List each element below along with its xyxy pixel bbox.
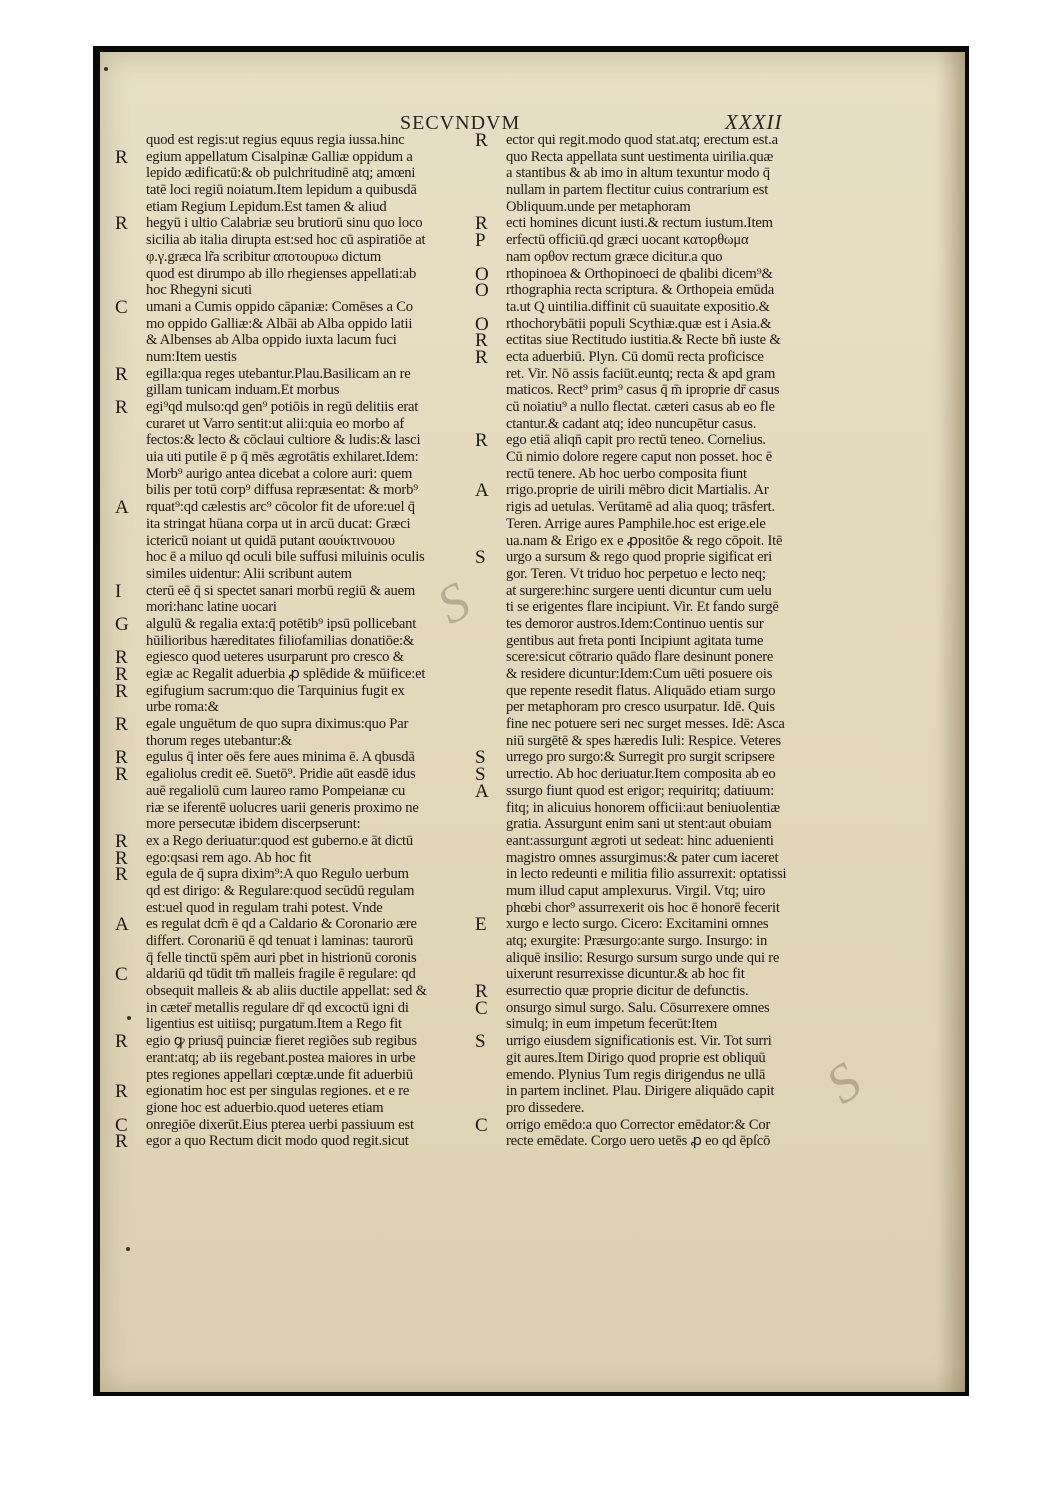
left-text-line bbox=[115, 213, 480, 235]
guide-letter: C bbox=[115, 1114, 128, 1136]
right-text-line bbox=[475, 1067, 875, 1084]
guide-letter: I bbox=[115, 580, 122, 602]
left-text-line bbox=[115, 613, 480, 635]
guide-letter: R bbox=[115, 830, 128, 852]
line-text: scere:sicut cōtrario quādo flare desinunt ponere bbox=[506, 649, 774, 666]
line-text: git aures.Item Dirigo quod proprie est obliquū bbox=[506, 1049, 766, 1066]
guide-letter: R bbox=[115, 764, 128, 786]
left-text-line bbox=[115, 864, 480, 886]
line-text: urrigo eiusdem significationis est. Vir. Tot surri bbox=[506, 1033, 772, 1050]
left-text-line bbox=[115, 249, 480, 266]
line-text: egilla:qua reges utebantur.Plau.Basilicam an re bbox=[146, 365, 411, 382]
guide-letter: A bbox=[115, 914, 129, 936]
left-column bbox=[115, 132, 480, 1153]
left-text-line bbox=[115, 580, 480, 602]
right-text-line bbox=[475, 382, 875, 399]
line-text: q̄ felle tinctū spēm auri pbet in histrionū coronis bbox=[146, 949, 417, 966]
right-text-line bbox=[475, 633, 875, 650]
left-text-line bbox=[115, 282, 480, 299]
line-text: urrego pro surgo:& Surregit pro surgit scripsere bbox=[506, 749, 775, 766]
right-text-line bbox=[475, 583, 875, 600]
line-text: ssurgo fiunt quod est erigor; requiritq; datiuum: bbox=[506, 782, 774, 799]
right-text-line bbox=[475, 699, 875, 716]
left-text-line bbox=[115, 182, 480, 199]
line-text: algulū & regalia exta:q̄ potētib⁹ ipsū pollicebant bbox=[146, 615, 417, 632]
line-text: qd est dirigo: & Regulare:quod secūdū regulam bbox=[146, 882, 415, 899]
line-text: more persecutæ ibidem discerpserunt: bbox=[146, 816, 361, 833]
line-text: egiæ ac Regalit aduerbia ꝓ splēdide & mūifice:et bbox=[146, 666, 426, 682]
line-text: quo Recta appellata sunt uestimenta uirilia.quæ bbox=[506, 148, 773, 165]
right-text-line bbox=[475, 449, 875, 466]
line-text: est:uel quod in regulam trahi potest. Vnde bbox=[146, 899, 383, 916]
line-text: urrectio. Ab hoc deriuatur.Item composita ab eo bbox=[506, 766, 776, 783]
line-text: recte emēdate. Corgo uero uetēs ꝓ eo qd ēpſcō bbox=[506, 1133, 771, 1150]
line-text: atq; exurgite: Præsurgo:ante surgo. Insurgo: in bbox=[506, 933, 768, 949]
left-text-line bbox=[115, 633, 480, 650]
right-text-line bbox=[475, 900, 875, 917]
right-text-line bbox=[475, 213, 875, 235]
line-text: Morb⁹ aurigo antea dicebat a colore auri: quem bbox=[146, 465, 413, 482]
line-text: umani a Cumis oppido cāpaniæ: Comēses a Co bbox=[146, 298, 413, 315]
left-text-line bbox=[115, 432, 480, 449]
left-text-line bbox=[115, 666, 480, 683]
line-text: egium appellatum Cisalpinæ Galliæ oppidum a bbox=[146, 148, 413, 165]
left-text-line bbox=[115, 146, 480, 168]
line-text: nam ορθον rectum græce dicitur.a quo bbox=[506, 248, 723, 265]
line-text: ector qui regit.modo quod stat.atq; erectum est.a bbox=[506, 132, 778, 148]
right-text-line bbox=[475, 997, 875, 1019]
right-text-line bbox=[475, 716, 875, 733]
left-text-line bbox=[115, 399, 480, 416]
left-text-line bbox=[115, 316, 480, 333]
line-text: riæ se iferentē uolucres uarii generis proximo ne bbox=[146, 799, 419, 816]
right-text-line bbox=[475, 346, 875, 368]
line-text: nullam in partem flectitur cuius contrarium est bbox=[506, 182, 769, 199]
left-text-line bbox=[115, 449, 480, 466]
right-text-line bbox=[475, 914, 875, 936]
left-text-line bbox=[115, 363, 480, 385]
right-text-line bbox=[475, 883, 875, 900]
line-text: hūilioribus hæreditates filiofamilias donatiōe:& bbox=[146, 632, 415, 649]
line-text: fectos:& lecto & cōclaui cultiore & ludis:& lasci bbox=[146, 432, 421, 449]
right-column bbox=[475, 132, 875, 1150]
line-text: ret. Vir. Nō assis faciūt.euntq; recta & apd gram bbox=[506, 365, 776, 382]
line-text: & Albenses ab Alba oppido iuxta lacum fuci bbox=[146, 332, 397, 349]
line-text: egio ꝙ priusq̄ puinciæ fieret regiões sub regibus bbox=[146, 1033, 417, 1050]
guide-letter: R bbox=[115, 647, 128, 669]
left-text-line bbox=[115, 714, 480, 736]
line-text: onsurgo simul surgo. Salu. Cōsurrexere omnes bbox=[506, 999, 770, 1016]
left-text-line bbox=[115, 349, 480, 366]
right-text-line bbox=[475, 566, 875, 583]
right-text-line bbox=[475, 933, 875, 950]
left-text-line bbox=[115, 1100, 480, 1117]
left-text-line bbox=[115, 900, 480, 917]
right-text-line bbox=[475, 1083, 875, 1100]
line-text: rectū tenere. Ab hoc uerbo composita fiunt bbox=[506, 465, 747, 482]
right-text-line bbox=[475, 330, 875, 352]
line-text: ptes regiones appellari cœptæ.unde fit aduerbiū bbox=[146, 1066, 413, 1083]
guide-letter: R bbox=[475, 130, 488, 151]
line-text: gor. Teren. Vt triduo hoc perpetuo e lecto neq; bbox=[506, 565, 766, 582]
right-text-line bbox=[475, 1133, 875, 1150]
guide-letter: S bbox=[475, 764, 486, 786]
line-text: ectitas siue Rectitudo iustitia.& Recte bñ iuste & bbox=[506, 332, 781, 349]
right-text-line bbox=[475, 516, 875, 533]
left-text-line bbox=[115, 733, 480, 750]
right-text-line bbox=[475, 182, 875, 199]
right-text-line bbox=[475, 249, 875, 266]
right-text-line bbox=[475, 399, 875, 416]
line-text: tes demoror austros.Idem:Continuo uentis sur bbox=[506, 615, 764, 632]
guide-letter: R bbox=[115, 714, 128, 736]
right-text-line bbox=[475, 683, 875, 700]
line-text: rthopinoea & Orthopinoeci de qbalibi dicem⁹& bbox=[506, 265, 773, 282]
line-text: onregiōe dixerūt.Eius pterea uerbi passiuum est bbox=[146, 1116, 414, 1133]
right-text-line bbox=[475, 132, 875, 149]
left-text-line bbox=[115, 747, 480, 769]
left-text-line bbox=[115, 983, 480, 1000]
line-text: hoc ē a miluo qd oculi bile suffusi miluinis oculis bbox=[146, 549, 425, 566]
left-text-line bbox=[115, 914, 480, 936]
ink-spot bbox=[126, 1247, 130, 1251]
line-text: esurrectio quæ proprie dicitur de defunctis. bbox=[506, 983, 749, 1000]
line-text: mo oppido Galliæ:& Albāi ab Alba oppido latii bbox=[146, 315, 413, 332]
right-text-line bbox=[475, 666, 875, 683]
line-text: tatē loci regiū noiatum.Item lepidum a quibusdā bbox=[146, 182, 417, 199]
line-text: xurgo e lecto surgo. Cicero: Excitamini omnes bbox=[506, 916, 769, 933]
right-text-line bbox=[475, 466, 875, 483]
guide-letter: A bbox=[115, 497, 129, 519]
line-text: ligentius est uitiisq; purgatum.Item a Rego fit bbox=[146, 1016, 402, 1033]
right-text-line bbox=[475, 165, 875, 182]
right-text-line bbox=[475, 850, 875, 867]
right-text-line bbox=[475, 1114, 875, 1136]
line-text: ego:qsasi rem ago. Ab hoc fit bbox=[146, 849, 312, 866]
line-text: cū noiatiu⁹ a nullo flectat. cæteri casus ab eo fle bbox=[506, 399, 775, 415]
line-text: gillam tunicam induam.Et morbus bbox=[146, 382, 340, 399]
right-text-line bbox=[475, 649, 875, 666]
line-text: que repente resedit flatus. Aliquādo etiam surgo bbox=[506, 682, 776, 699]
line-text: egale unguētum de quo supra diximus:quo Par bbox=[146, 716, 409, 733]
right-text-line bbox=[475, 533, 875, 550]
guide-letter: R bbox=[115, 213, 128, 235]
right-text-line bbox=[475, 616, 875, 633]
left-text-line bbox=[115, 533, 480, 550]
guide-letter: R bbox=[475, 330, 488, 352]
left-text-line bbox=[115, 482, 480, 499]
right-text-line bbox=[475, 1050, 875, 1067]
right-text-line bbox=[475, 199, 875, 216]
guide-letter: R bbox=[115, 397, 128, 418]
guide-letter: G bbox=[115, 613, 129, 635]
line-text: egifugium sacrum:quo die Tarquinius fugit ex bbox=[146, 682, 405, 699]
right-text-line bbox=[475, 1016, 875, 1033]
guide-letter: R bbox=[475, 213, 488, 235]
right-text-line bbox=[475, 430, 875, 452]
line-text: fine nec potuere seri nec surget messes. Idē: Asca bbox=[506, 716, 785, 733]
folio-number: XXXII bbox=[725, 110, 783, 134]
line-text: sicilia ab italia dirupta est:sed hoc cū aspiratiōe at bbox=[146, 232, 426, 249]
line-text: per metaphoram pro cresco usurpatur. Idē. Quis bbox=[506, 699, 775, 716]
line-text: hoc Rhegyni sicuti bbox=[146, 282, 252, 299]
left-text-line bbox=[115, 647, 480, 669]
line-text: etiam Regium Lepidum.Est tamen & aliud bbox=[146, 198, 387, 215]
right-text-line bbox=[475, 981, 875, 1003]
line-text: obsequit malleis & ab aliis ductile appellat: sed & bbox=[146, 983, 427, 1000]
line-text: thorum reges utebantur:& bbox=[146, 732, 292, 749]
line-text: egula de q̄ supra dixim⁹:A quo Regulo uerbum bbox=[146, 866, 409, 883]
guide-letter: O bbox=[475, 280, 489, 302]
right-text-line bbox=[475, 299, 875, 316]
line-text: quod est dirumpo ab illo rhegienses appellati:ab bbox=[146, 265, 417, 282]
line-text: gentibus aut freta ponti Incipiunt agitata tume bbox=[506, 632, 764, 649]
right-text-line bbox=[475, 950, 875, 967]
guide-letter: C bbox=[475, 997, 488, 1019]
line-text: in lecto redeunti e militia filio assurrexit: optatissi bbox=[506, 866, 787, 883]
guide-letter: R bbox=[115, 747, 128, 769]
line-text: ictericū noiant ut quidā putant αουίκτινουου bbox=[146, 532, 395, 549]
line-text: maticos. Rect⁹ prim⁹ casus q̄ m̄ iproprie dr̄ casus bbox=[506, 382, 780, 399]
line-text: pro dissedere. bbox=[506, 1099, 585, 1116]
left-text-line bbox=[115, 680, 480, 702]
right-text-line bbox=[475, 764, 875, 786]
left-text-line bbox=[115, 764, 480, 786]
book-page bbox=[100, 52, 965, 1392]
line-text: aldariū qd tūdit tm̄ malleis fragile ē regulare: qd bbox=[146, 966, 416, 983]
left-text-line bbox=[115, 1031, 480, 1053]
library-stamp-watermark: S bbox=[815, 1050, 872, 1116]
line-text: ctantur.& cadant atq; ideo nuncupētur casus. bbox=[506, 415, 757, 432]
left-text-line bbox=[115, 964, 480, 986]
line-text: hegyū i ultio Calabriæ seu brutiorū sinu quo loco bbox=[146, 215, 423, 232]
line-text: mum illud caput amplexurus. Virgil. Vtq; uiro bbox=[506, 882, 766, 899]
right-text-line bbox=[475, 230, 875, 252]
right-text-line bbox=[475, 780, 875, 802]
right-text-line bbox=[475, 547, 875, 569]
left-text-line bbox=[115, 332, 480, 349]
line-text: ego etiā aliqn̄ capit pro rectū teneo. Cornelius. bbox=[506, 432, 766, 449]
line-text: cterū eē q̄ si spectet sanari morbū regiū & auem bbox=[146, 582, 415, 599]
right-text-line bbox=[475, 366, 875, 383]
line-text: uia uti putile ē p q̄ mēs ægrotātis exhilaret.Idem: bbox=[146, 449, 419, 466]
guide-letter: O bbox=[475, 263, 489, 285]
left-text-line bbox=[115, 800, 480, 817]
left-text-line bbox=[115, 830, 480, 852]
ink-spot bbox=[104, 67, 108, 71]
right-text-line bbox=[475, 800, 875, 817]
guide-letter: R bbox=[115, 847, 128, 869]
left-text-line bbox=[115, 466, 480, 483]
line-text: magistro omnes assurgimus:& pater cum iaceret bbox=[506, 849, 779, 866]
line-text: & residere dicuntur:Idem:Cum uēti posuere ois bbox=[506, 666, 773, 682]
line-text: Cū nimio dolore regere caput non posset. hoc ē bbox=[506, 449, 772, 466]
left-text-line bbox=[115, 599, 480, 616]
guide-letter: O bbox=[475, 313, 489, 335]
line-text: egulus q̄ inter oēs fere aues minima ē. A qbusdā bbox=[146, 749, 415, 766]
right-text-line bbox=[475, 733, 875, 750]
line-text: in partem inclinet. Plau. Dirigere aliquādo capit bbox=[506, 1083, 775, 1100]
guide-letter: R bbox=[475, 430, 488, 452]
line-text: rthographia recta scriptura. & Orthopeia emūda bbox=[506, 282, 774, 299]
guide-letter: R bbox=[115, 680, 128, 702]
left-text-line bbox=[115, 1081, 480, 1103]
line-text: ti se erigentes flare incipiunt. Vir. Et fando surgē bbox=[506, 599, 779, 616]
guide-letter: C bbox=[115, 296, 128, 318]
right-text-line bbox=[475, 313, 875, 335]
right-text-line bbox=[475, 747, 875, 769]
line-text: phœbi chor⁹ assurrexerit ois hoc ē honorē fecerit bbox=[506, 899, 780, 916]
guide-letter: R bbox=[115, 1031, 128, 1053]
guide-letter: S bbox=[475, 747, 486, 769]
line-text: mori:hanc latine uocari bbox=[146, 599, 277, 616]
guide-letter: S bbox=[475, 1031, 486, 1053]
line-text: rquat⁹:qd cælestis arc⁹ cōcolor fit de ufore:uel q̄ bbox=[146, 499, 415, 516]
line-text: rrigo.proprie de uirili mēbro dicit Martialis. Ar bbox=[506, 482, 769, 499]
line-text: urbe roma:& bbox=[146, 699, 219, 716]
right-text-line bbox=[475, 599, 875, 616]
left-text-line bbox=[115, 266, 480, 283]
left-text-line bbox=[115, 382, 480, 399]
line-text: ta.ut Q uintilia.diffinit cū suauitate expositio.& bbox=[506, 298, 770, 315]
line-text: lepido ædificatū:& ob pulchritudinē atq; amœni bbox=[146, 165, 416, 182]
left-text-line bbox=[115, 816, 480, 833]
left-text-line bbox=[115, 847, 480, 869]
right-text-line bbox=[475, 280, 875, 302]
left-text-line bbox=[115, 232, 480, 249]
left-text-line bbox=[115, 933, 480, 950]
left-text-line bbox=[115, 1000, 480, 1017]
left-text-line bbox=[115, 1131, 480, 1153]
left-text-line bbox=[115, 132, 480, 149]
guide-letter: E bbox=[475, 914, 487, 936]
guide-letter: R bbox=[115, 146, 128, 168]
guide-letter: C bbox=[475, 1114, 488, 1136]
line-text: in cæter̄ metallis regulare dr̄ qd excoctū igni di bbox=[146, 999, 409, 1016]
running-head: SECVNDVM bbox=[400, 112, 521, 134]
guide-letter: R bbox=[115, 664, 128, 685]
line-text: orrigo emēdo:a quo Corrector emēdator:& Cor bbox=[506, 1116, 771, 1133]
left-text-line bbox=[115, 1114, 480, 1136]
line-text: es regulat dcm̄ ē qd a Caldario & Coronario ære bbox=[146, 916, 417, 933]
line-text: ecti homines dicunt iusti.& rectum iustum.Item bbox=[506, 215, 773, 232]
guide-letter: S bbox=[475, 547, 486, 569]
left-text-line bbox=[115, 497, 480, 519]
line-text: niū surgētē & spes hæredis Iuli: Respice. Veteres bbox=[506, 732, 781, 749]
line-text: egaliolus credit eē. Suetō⁹. Pridie aūt easdē idus bbox=[146, 766, 416, 783]
right-text-line bbox=[475, 416, 875, 433]
left-text-line bbox=[115, 416, 480, 433]
line-text: fitq; in alicuius honorem officii:aut beniuolentiæ bbox=[506, 799, 780, 816]
line-text: auē regaliolū cum laureo ramo Pompeianæ cu bbox=[146, 782, 406, 799]
left-text-line bbox=[115, 566, 480, 583]
right-text-line bbox=[475, 966, 875, 983]
guide-letter: R bbox=[115, 1131, 128, 1153]
line-text: rigis ad uetulas. Verūtamē ad alia quoq; trāsfert. bbox=[506, 499, 775, 516]
left-text-line bbox=[115, 516, 480, 533]
line-text: rthochorybātii populi Scythiæ.quæ est i Asia.& bbox=[506, 315, 772, 332]
line-text: ex a Rego deriuatur:quod est guberno.e āt dictū bbox=[146, 832, 413, 849]
right-text-line bbox=[475, 1031, 875, 1053]
line-text: aliquē insilio: Resurgo sursum surgo unde qui re bbox=[506, 949, 780, 966]
line-text: Obliquum.unde per metaphoram bbox=[506, 198, 691, 215]
library-stamp-watermark: S bbox=[427, 570, 480, 636]
line-text: ecta aduerbiū. Plyn. Cū domū recta proficisce bbox=[506, 348, 764, 365]
guide-letter: R bbox=[115, 1081, 128, 1103]
line-text: num:Item uestis bbox=[146, 348, 237, 365]
line-text: egi⁹qd mulso:qd gen⁹ potiōis in regū delitiis erat bbox=[146, 399, 419, 415]
guide-letter: R bbox=[475, 981, 488, 1003]
right-text-line bbox=[475, 816, 875, 833]
left-text-line bbox=[115, 549, 480, 566]
guide-letter: R bbox=[115, 864, 128, 886]
line-text: at surgere:hinc surgere uenti dicuntur cum uelu bbox=[506, 582, 772, 599]
line-text: similes uidentur: Alii scribunt autem bbox=[146, 565, 352, 582]
right-text-line bbox=[475, 1100, 875, 1117]
left-text-line bbox=[115, 1050, 480, 1067]
line-text: ita stringat hūana corpa ut in arcū ducat: Græci bbox=[146, 515, 411, 532]
line-text: quod est regis:ut regius equus regia iussa.hinc bbox=[146, 132, 405, 148]
line-text: bilis per totū corp⁹ diffusa repræsentat: & morb⁹ bbox=[146, 482, 419, 499]
line-text: egionatim hoc est per singulas regiones. et e re bbox=[146, 1083, 410, 1100]
line-text: φ.γ.græca lr̃a scribitur αποτουρυω dictum bbox=[146, 248, 381, 265]
left-text-line bbox=[115, 1016, 480, 1033]
left-text-line bbox=[115, 950, 480, 967]
line-text: urgo a sursum & rego quod proprie sigificat eri bbox=[506, 549, 772, 566]
left-text-line bbox=[115, 783, 480, 800]
left-text-line bbox=[115, 699, 480, 716]
guide-letter: C bbox=[115, 964, 128, 986]
right-text-line bbox=[475, 149, 875, 166]
right-text-line bbox=[475, 480, 875, 502]
line-text: uixerunt resurrexisse dicuntur.& ab hoc fit bbox=[506, 966, 745, 983]
line-text: gratia. Assurgunt enim sani ut stent:aut obuiam bbox=[506, 816, 772, 833]
line-text: differt. Coronariū ē qd tenuat i laminas: taurorū bbox=[146, 933, 414, 949]
left-text-line bbox=[115, 296, 480, 318]
left-text-line bbox=[115, 165, 480, 182]
line-text: emendo. Plynius Tum regis dirigendus ne ullā bbox=[506, 1066, 766, 1083]
line-text: ua.nam & Erigo ex e ꝓpositōe & rego cōpoit. Itē bbox=[506, 532, 783, 549]
right-text-line bbox=[475, 833, 875, 850]
right-text-line bbox=[475, 866, 875, 883]
line-text: a stantibus & ab imo in altum texuntur modo q̄ bbox=[506, 165, 770, 182]
guide-letter: A bbox=[475, 780, 489, 802]
guide-letter: R bbox=[475, 346, 488, 368]
left-text-line bbox=[115, 883, 480, 900]
line-text: curaret ut Varro sentit:ut alii:quia eo morbo af bbox=[146, 415, 405, 432]
ink-spot bbox=[127, 1016, 131, 1020]
line-text: egiesco quod ueteres usurparunt pro cresco & bbox=[146, 649, 404, 666]
line-text: gione hoc est aduerbio.quod ueteres etiam bbox=[146, 1099, 384, 1116]
left-text-line bbox=[115, 1067, 480, 1084]
right-text-line bbox=[475, 263, 875, 285]
guide-letter: A bbox=[475, 480, 489, 502]
line-text: egor a quo Rectum dicit modo quod regit.sicut bbox=[146, 1133, 409, 1150]
line-text: erant:atq; ab iis regebant.postea maiores in urbe bbox=[146, 1049, 416, 1066]
right-text-line bbox=[475, 499, 875, 516]
line-text: eant:assurgunt ægroti ut sedeat: hinc aduenienti bbox=[506, 832, 774, 849]
line-text: erfectū officiū.qd græci uocant κατορθωμα bbox=[506, 232, 749, 249]
guide-letter: R bbox=[115, 363, 128, 385]
line-text: Teren. Arrige aures Pamphile.hoc est erige.ele bbox=[506, 515, 766, 532]
line-text: simulq; in eum impetum fecerūt:Item bbox=[506, 1016, 718, 1033]
left-text-line bbox=[115, 199, 480, 216]
guide-letter: P bbox=[475, 230, 486, 252]
